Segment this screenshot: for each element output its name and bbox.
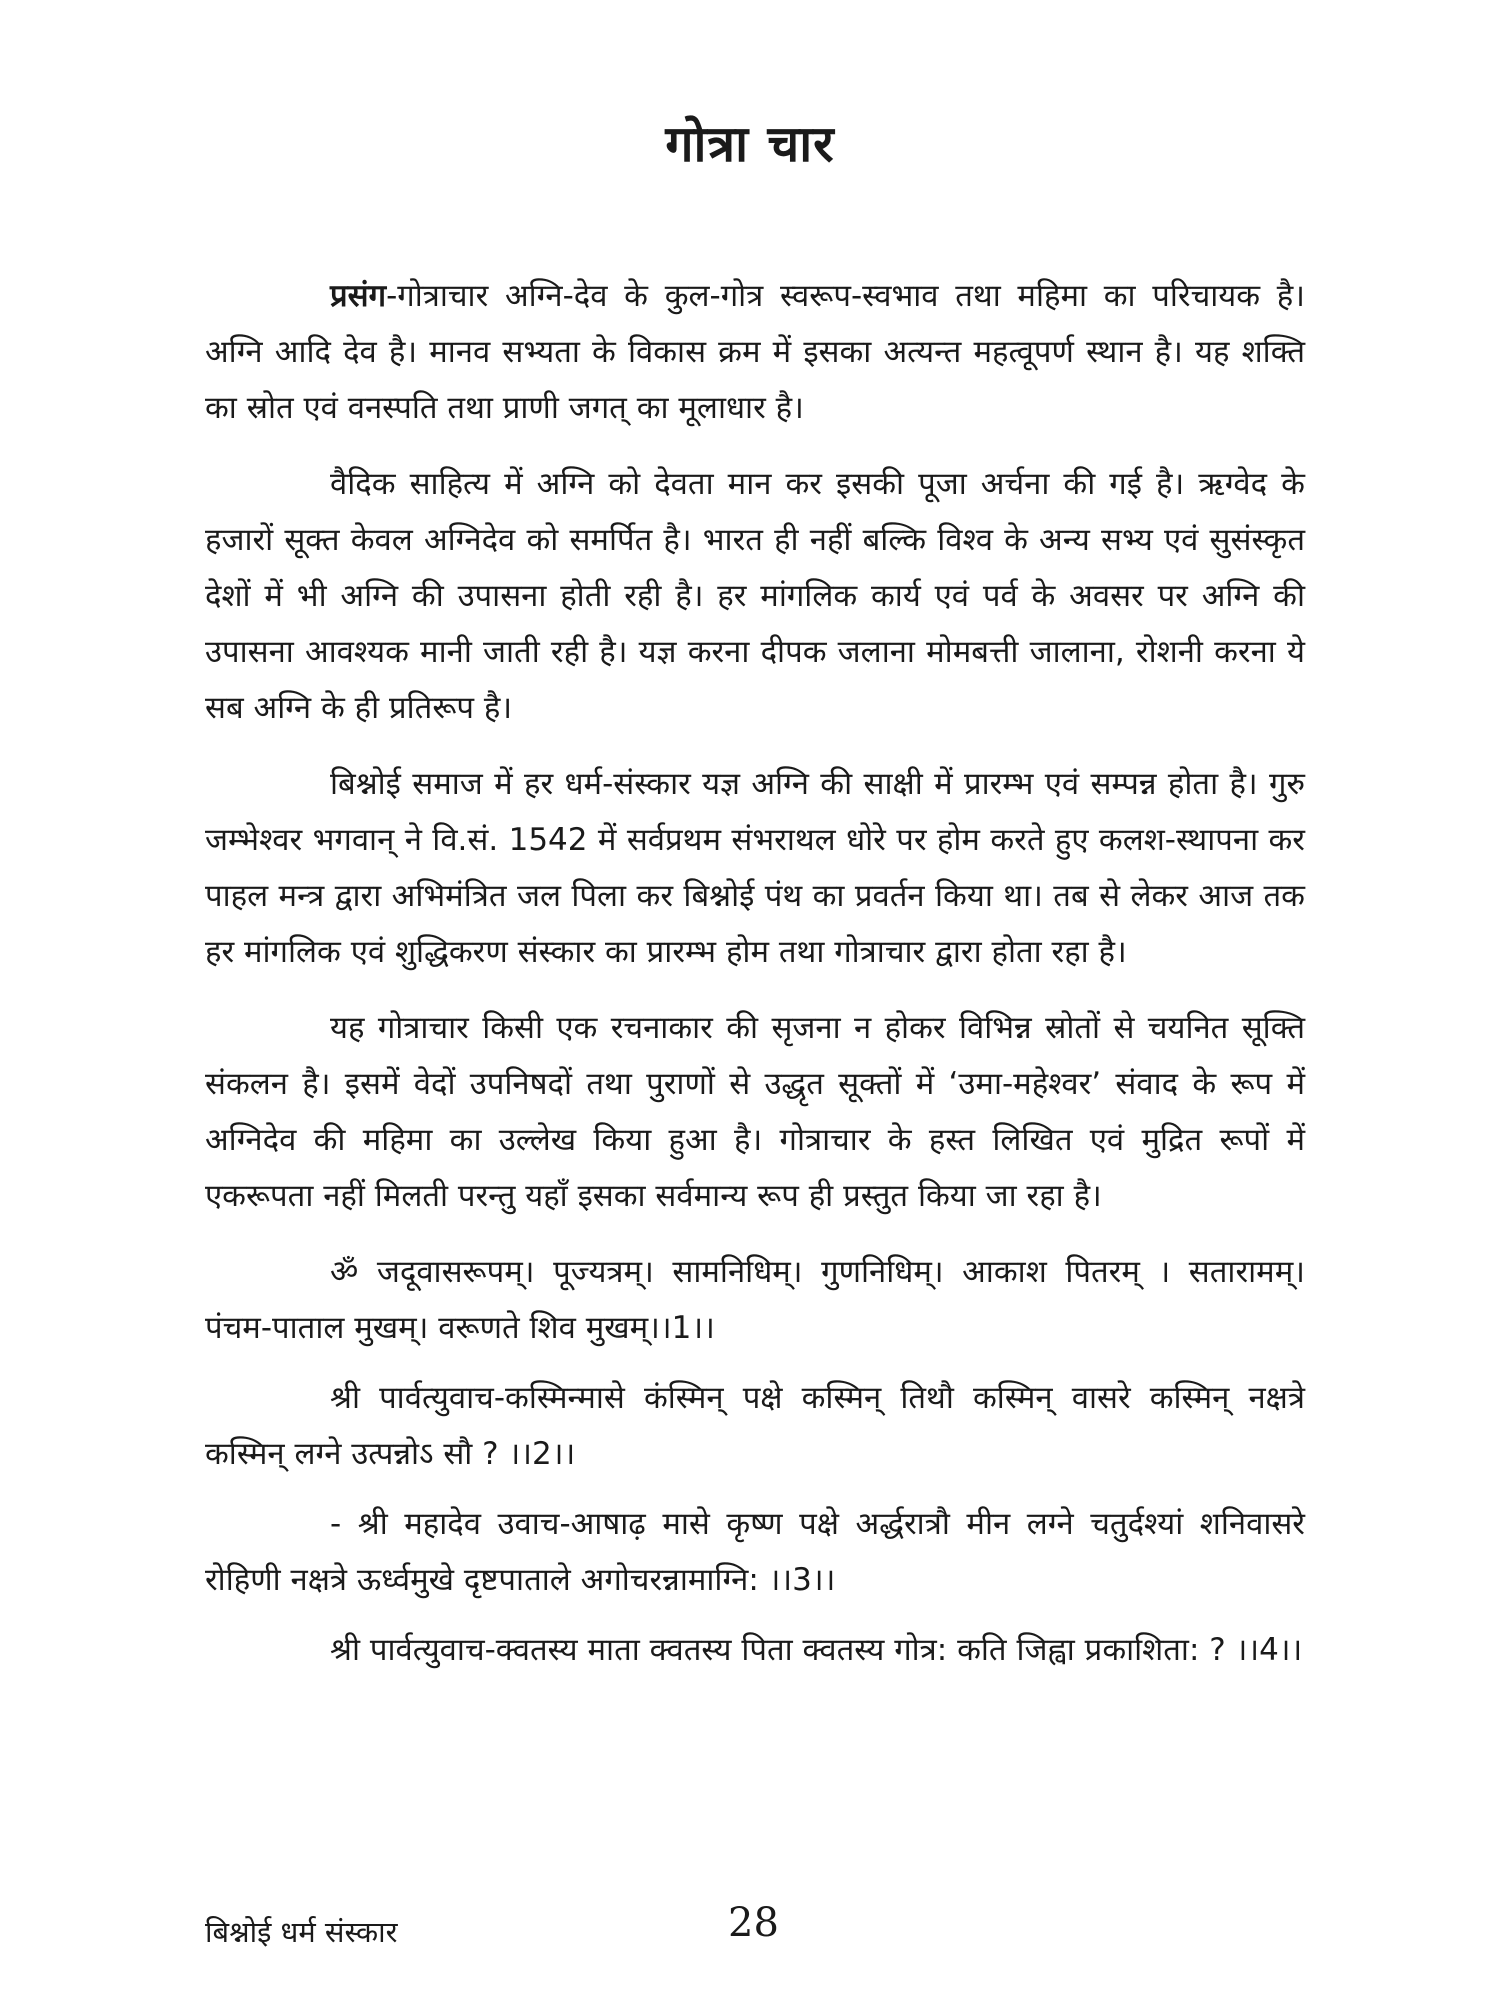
page-number: 28 (728, 1900, 779, 1946)
footer-book-title: बिश्नोई धर्म संस्कार (205, 1915, 398, 1949)
verse-2: श्री पार्वत्युवाच-कस्मिन्मासे कंस्मिन् पक्षे कस्मिन् तिथौ कस्मिन् वासरे कस्मिन् नक्षत्रे कस्मिन् लग्ने उत्पन्नोऽ सौ ? ।।2।। (205, 1380, 1305, 1472)
page-title: गोत्रा चार (665, 115, 835, 173)
verse-4: श्री पार्वत्युवाच-क्वतस्य माता क्वतस्य पिता क्वतस्य गोत्र: कति जिह्वा प्रकाशिता: ? ।।4।। (330, 1632, 1303, 1668)
paragraph-intro-text: -गोत्राचार अग्नि-देव के कुल-गोत्र स्वरूप-स्वभाव तथा महिमा का परिचायक है। अग्नि आदि देव है। मानव सभ्यता के विकास क्रम में इसका अत्यन्त महत्वूपर्ण स्थान है। यह शक्ति का स्रोत एवं वनस्पति तथा प्राणी जगत् का मूलाधार है। (205, 278, 1305, 426)
paragraph-gotrachar: यह गोत्राचार किसी एक रचनाकार की सृजना न होकर विभिन्न स्रोतों से चयनित सूक्ति संकलन है। इसमें वेदों उपनिषदों तथा पुराणों से उद्धृत सूक्तों में ‘उमा-महेश्वर’ संवाद के रूप में अग्निदेव की महिमा का उल्लेख किया हुआ है। गोत्राचार के हस्त लिखित एवं मुद्रित रूपों में एकरूपता नहीं मिलती परन्तु यहाँ इसका सर्वमान्य रूप ही प्रस्तुत किया जा रहा है। (205, 1010, 1305, 1214)
verse-1: ॐ जदूवासरूपम्। पूज्यत्रम्। सामनिधिम्। गुणनिधिम्। आकाश पितरम् । सतारामम्। पंचम-पाताल मुखम्। वरूणते शिव मुखम्।।1।। (205, 1254, 1305, 1346)
paragraph-lead-word: प्रसंग (330, 278, 387, 314)
paragraph-vedic: वैदिक साहित्य में अग्नि को देवता मान कर इसकी पूजा अर्चना की गई है। ऋग्वेद के हजारों सूक्त केवल अग्निदेव को समर्पित है। भारत ही नहीं बल्कि विश्व के अन्य सभ्य एवं सुसंस्कृत देशों में भी अग्नि की उपासना होती रही है। हर मांगलिक कार्य एवं पर्व के अवसर पर अग्नि की उपासना आवश्यक मानी जाती रही है। यज्ञ करना दीपक जलाना मोमबत्ती जालाना, रोशनी करना ये सब अग्नि के ही प्रतिरूप है। (205, 466, 1305, 726)
verse-3: - श्री महादेव उवाच-आषाढ़ मासे कृष्ण पक्षे अर्द्धरात्रौ मीन लग्ने चतुर्दश्यां शनिवासरे रोहिणी नक्षत्रे ऊर्ध्वमुखे दृष्टपाताले अगोचरन्नामाग्नि: ।।3।। (205, 1506, 1305, 1598)
paragraph-bishnoi: बिश्नोई समाज में हर धर्म-संस्कार यज्ञ अग्नि की साक्षी में प्रारम्भ एवं सम्पन्न होता है। गुरु जम्भेश्वर भगवान् ने वि.सं. 1542 में सर्वप्रथम संभराथल धोरे पर होम करते हुए कलश-स्थापना कर पाहल मन्त्र द्वारा अभिमंत्रित जल पिला कर बिश्नोई पंथ का प्रवर्तन किया था। तब से लेकर आज तक हर मांगलिक एवं शुद्धिकरण संस्कार का प्रारम्भ होम तथा गोत्राचार द्वारा होता रहा है। (205, 766, 1305, 970)
body-text (205, 268, 1305, 1692)
paragraph-intro (205, 268, 1305, 436)
